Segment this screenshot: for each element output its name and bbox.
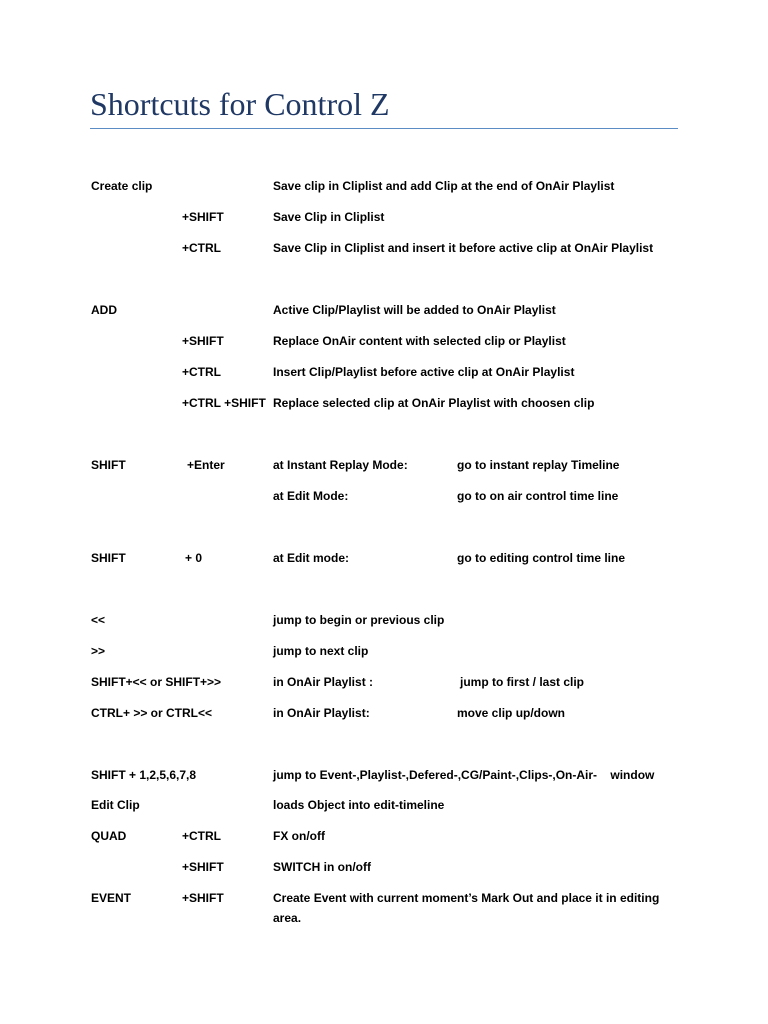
shortcut-description: go to editing control time line — [457, 551, 625, 565]
shortcut-key: >> — [91, 644, 106, 658]
shortcut-row-shift-enter — [0, 455, 768, 475]
shortcut-description: go to instant replay Timeline — [457, 458, 620, 472]
shortcut-row-next — [0, 641, 768, 661]
shortcut-description: Active Clip/Playlist will be added to OnAir Playlist — [273, 303, 556, 317]
shortcut-row-quad-ctrl — [0, 826, 768, 846]
shortcut-key: EVENT — [91, 891, 132, 905]
shortcut-description: go to on air control time line — [457, 489, 619, 503]
shortcut-row-create-clip-ctrl — [0, 238, 768, 258]
shortcut-key: SHIFT — [91, 458, 126, 472]
shortcut-description: jump to Event-,Playlist-,Defered-,CG/Paint-,Clips-,On-Air- window — [273, 768, 655, 782]
shortcut-row-event-shift — [0, 888, 768, 928]
shortcut-row-add-ctrl — [0, 362, 768, 382]
shortcut-key: Create clip — [91, 179, 153, 193]
shortcut-context: at Edit mode: — [273, 551, 350, 565]
shortcut-description: move clip up/down — [457, 706, 566, 720]
shortcut-description: Save clip in Cliplist and add Clip at the end of OnAir Playlist — [273, 179, 615, 193]
shortcut-modifier: +SHIFT — [182, 891, 224, 905]
shortcut-row-first-last — [0, 672, 768, 692]
shortcut-row-move-clip — [0, 703, 768, 723]
shortcut-row-edit-clip — [0, 795, 768, 815]
shortcut-modifier: +SHIFT — [182, 334, 224, 348]
shortcut-context: at Edit Mode: — [273, 489, 349, 503]
shortcut-context: at Instant Replay Mode: — [273, 458, 408, 472]
shortcut-row-add-shift — [0, 331, 768, 351]
shortcut-key: ADD — [91, 303, 117, 317]
page-title: Shortcuts for Control Z — [90, 86, 390, 122]
shortcut-description: Create Event with current moment’s Mark Out and place it in editing area. — [273, 891, 660, 925]
shortcut-description: Save Clip in Cliplist and insert it before active clip at OnAir Playlist — [273, 241, 654, 255]
shortcut-modifier: + 0 — [185, 551, 203, 565]
shortcut-modifier: +Enter — [187, 458, 225, 472]
shortcut-modifier: +CTRL — [182, 241, 221, 255]
shortcut-row-add — [0, 300, 768, 320]
shortcut-key: << — [91, 613, 106, 627]
shortcut-description: jump to begin or previous clip — [273, 613, 445, 627]
shortcut-row-shift-enter-edit — [0, 486, 768, 506]
shortcut-context: in OnAir Playlist: — [273, 706, 370, 720]
shortcut-description: jump to first / last clip — [460, 675, 585, 689]
shortcut-key: SHIFT+<< or SHIFT+>> — [91, 675, 222, 689]
shortcut-description: SWITCH in on/off — [273, 860, 371, 874]
shortcut-description: Replace selected clip at OnAir Playlist with choosen clip — [273, 396, 595, 410]
shortcut-key: SHIFT + 1,2,5,6,7,8 — [91, 768, 197, 782]
title-underline — [90, 128, 678, 129]
shortcut-row-add-ctrl-shift — [0, 393, 768, 413]
shortcut-row-quad-shift — [0, 857, 768, 877]
shortcut-description: loads Object into edit-timeline — [273, 798, 445, 812]
shortcut-row-previous — [0, 610, 768, 630]
shortcut-modifier: +SHIFT — [182, 860, 224, 874]
shortcut-key: SHIFT — [91, 551, 126, 565]
shortcut-modifier: +SHIFT — [182, 210, 224, 224]
shortcut-modifier: +CTRL +SHIFT — [182, 396, 266, 410]
shortcut-description: FX on/off — [273, 829, 325, 843]
shortcut-key: Edit Clip — [91, 798, 140, 812]
shortcut-row-shift-zero — [0, 548, 768, 568]
shortcut-description: Replace OnAir content with selected clip or Playlist — [273, 334, 566, 348]
shortcut-modifier: +CTRL — [182, 365, 221, 379]
shortcut-row-create-clip-shift — [0, 207, 768, 227]
shortcut-row-create-clip — [0, 176, 768, 196]
shortcut-description: jump to next clip — [273, 644, 369, 658]
shortcut-context: in OnAir Playlist : — [273, 675, 374, 689]
shortcut-description: Insert Clip/Playlist before active clip at OnAir Playlist — [273, 365, 575, 379]
shortcut-row-window-jump — [0, 765, 768, 785]
shortcut-description: Save Clip in Cliplist — [273, 210, 385, 224]
shortcut-key: QUAD — [91, 829, 127, 843]
shortcut-modifier: +CTRL — [182, 829, 221, 843]
shortcut-key: CTRL+ >> or CTRL<< — [91, 706, 213, 720]
